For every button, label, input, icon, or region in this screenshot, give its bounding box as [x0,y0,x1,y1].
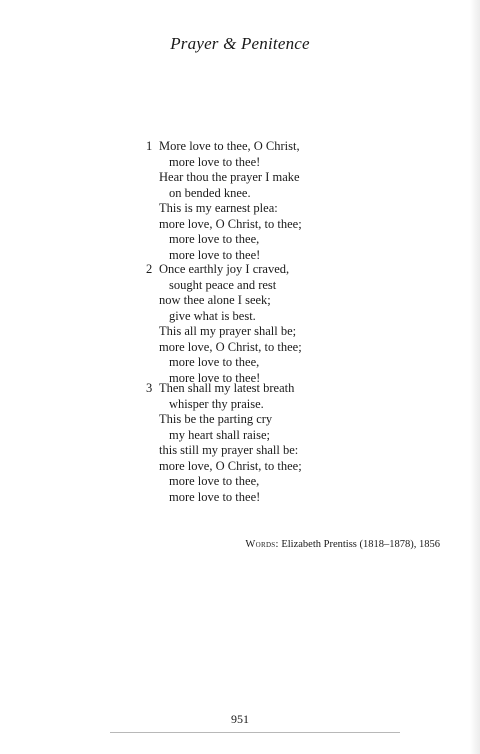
lyric-line: more love to thee! [169,247,261,262]
lyric-line: This be the parting cry [159,412,273,426]
lyric-line: more love, O Christ, to thee; [159,339,302,354]
stanza-lines [159,262,379,386]
lyric-line: Once earthly joy I craved, [159,262,290,276]
credit-label: Words: [245,539,279,550]
lyric-line: on bended knee. [169,185,251,200]
lyric-line: Hear thou the prayer I make [159,170,300,184]
lyric-line: my heart shall raise; [169,427,271,442]
lyric-line: give what is best. [169,308,256,323]
page-edge-shadow [470,0,480,754]
lyric-line: This all my prayer shall be; [159,324,297,338]
lyric-line: sought peace and rest [169,277,277,292]
lyric-line: this still my prayer shall be: [159,443,299,457]
lyric-line: more love to thee, [169,355,260,369]
lyric-line: more love to thee! [169,370,261,385]
lyric-line: whisper thy praise. [169,396,264,411]
lyric-line: more love to thee, [169,232,260,246]
page-number: 951 [231,712,249,726]
lyric-line: more love, O Christ, to thee; [159,458,302,473]
lyric-line: now thee alone I seek; [159,293,271,307]
lyric-line: more love to thee, [169,474,260,488]
stanza-lines [159,139,379,263]
lyric-line: More love to thee, O Christ, [159,139,300,153]
words-credit [245,539,440,550]
stanza-number: 1 [146,139,153,153]
lyric-line: This is my earnest plea: [159,201,278,215]
stanza-number: 2 [146,262,153,276]
stanza-number: 3 [146,381,153,395]
lyric-line: more love, O Christ, to thee; [159,216,302,231]
stanza-lines [159,381,379,505]
bottom-rule [110,732,400,733]
lyric-line: more love to thee! [169,154,261,169]
credit-text: Elizabeth Prentiss (1818–1878), 1856 [281,539,440,550]
lyric-line: more love to thee! [169,489,261,504]
section-title: Prayer & Penitence [170,34,310,53]
lyric-line: Then shall my latest breath [159,381,295,395]
